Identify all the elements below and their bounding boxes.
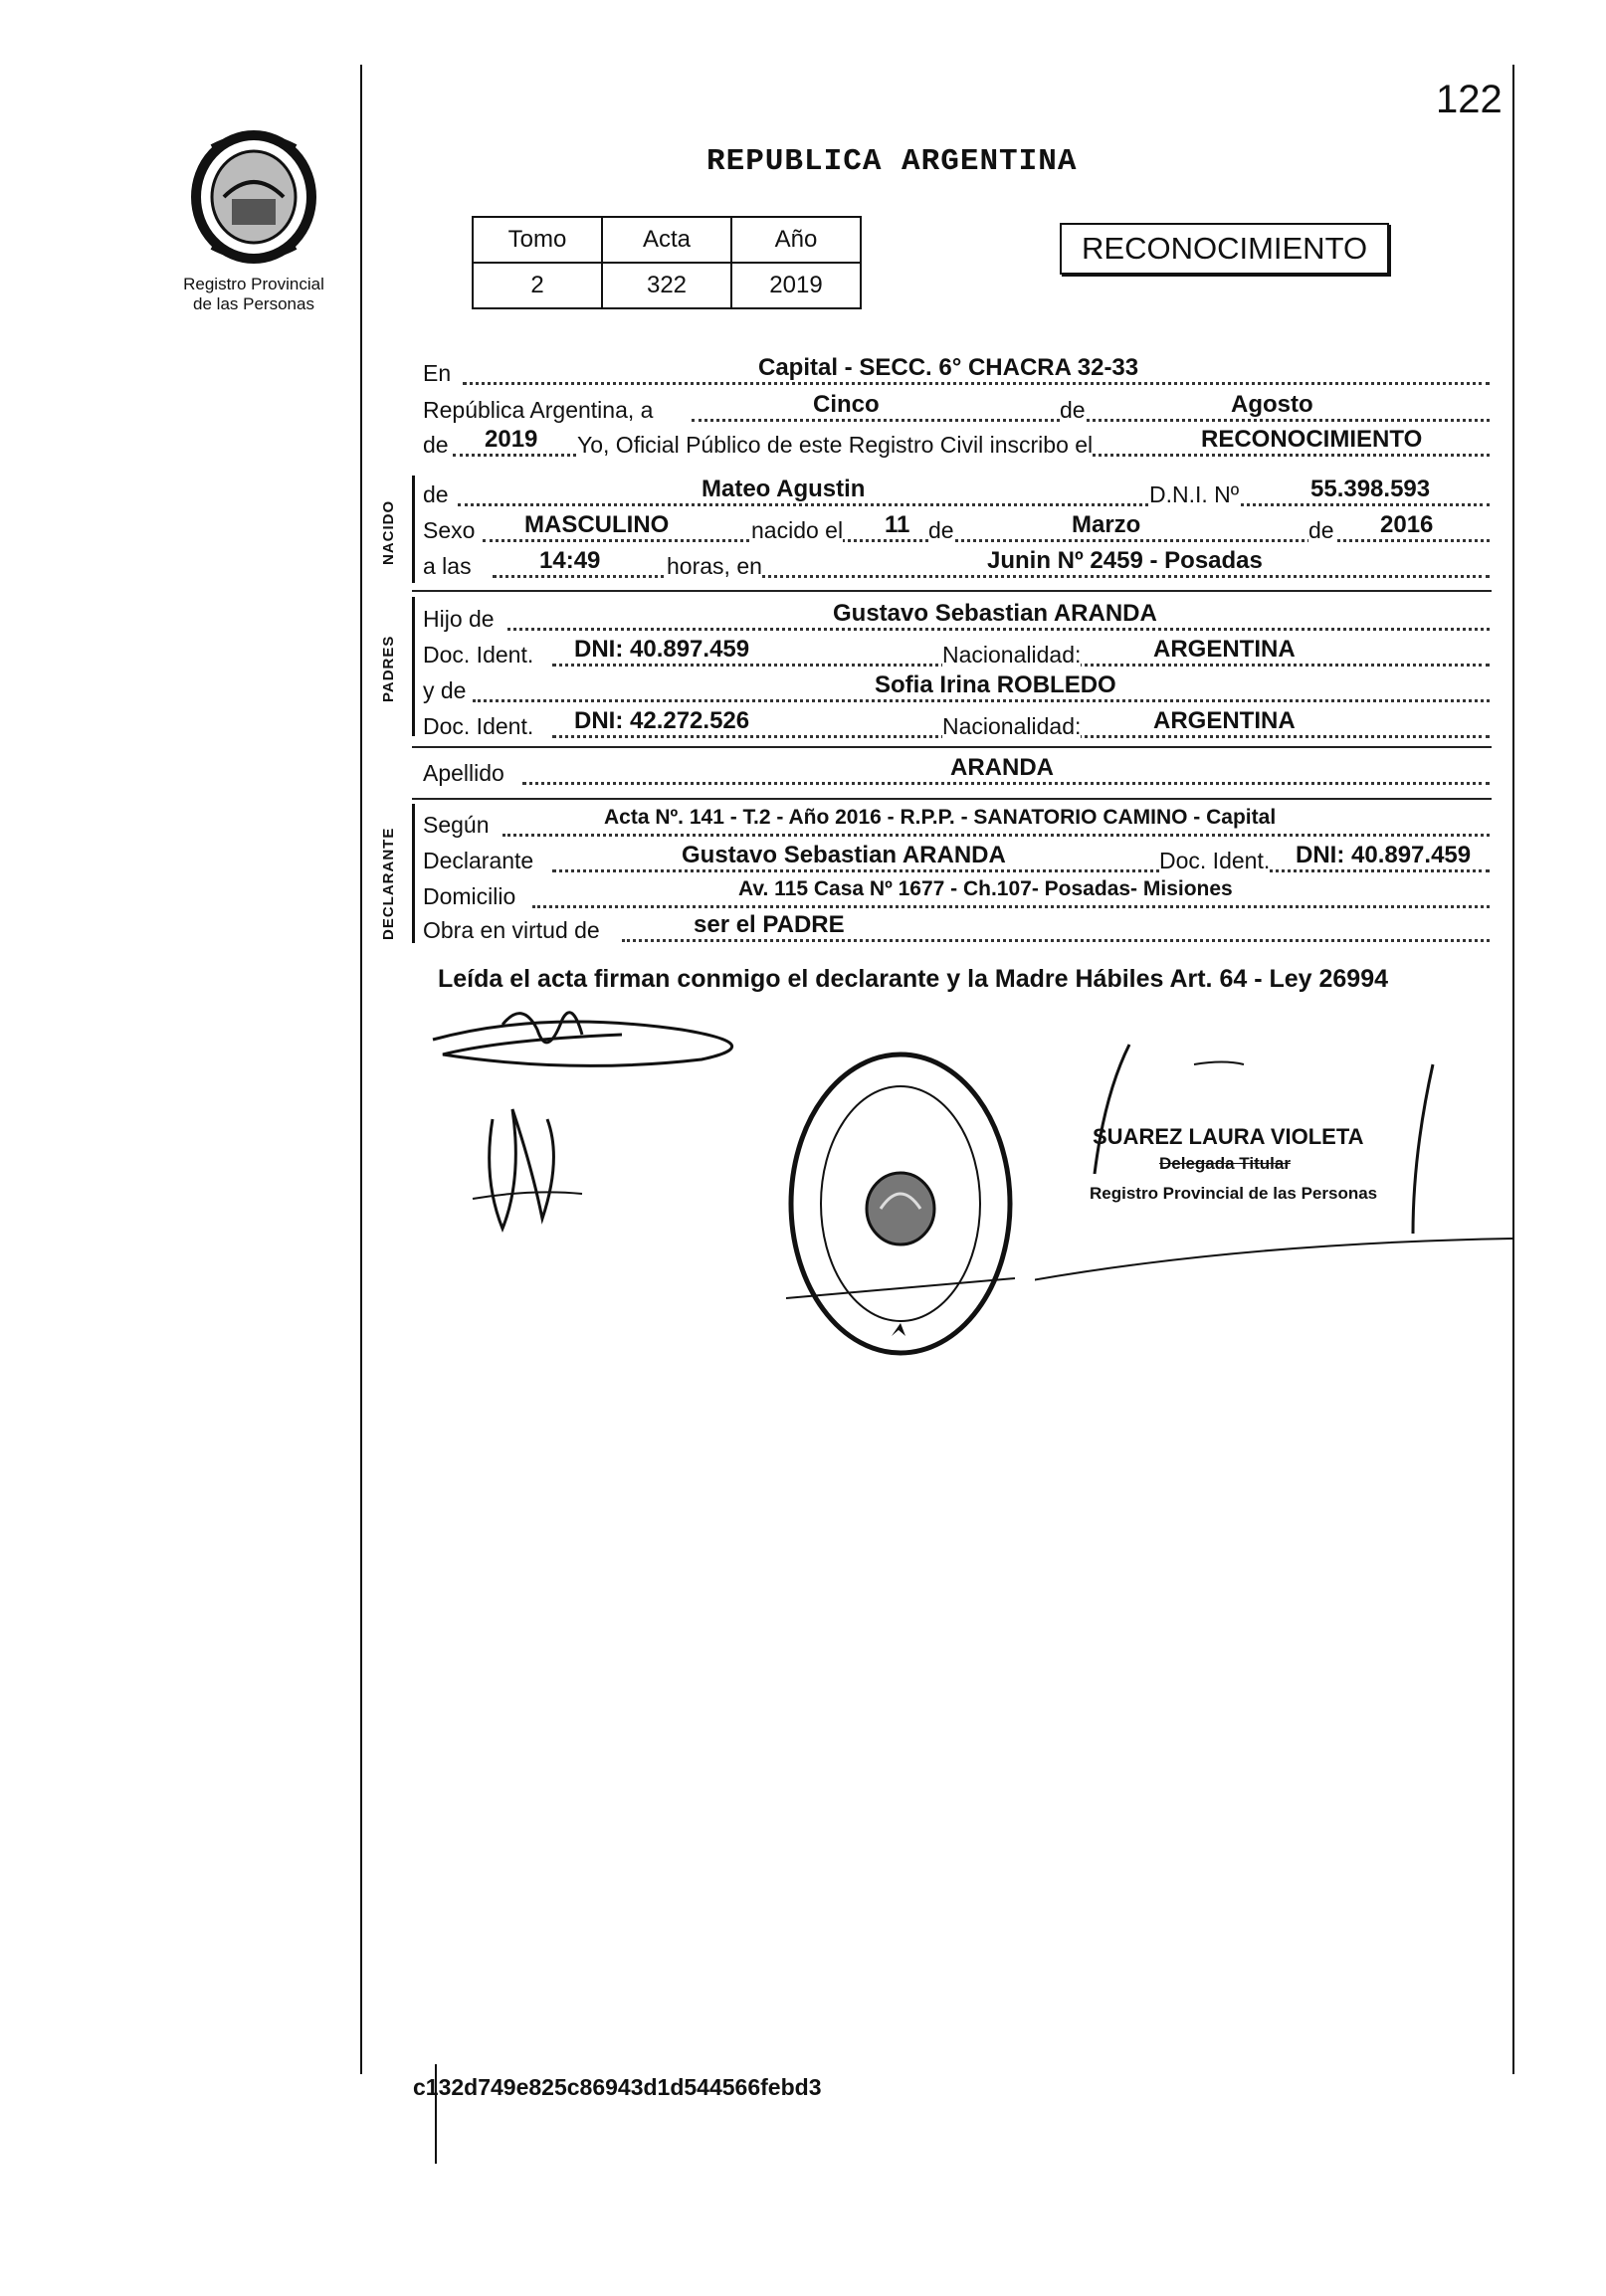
segun-label: Según <box>423 812 490 838</box>
signer-institution: Registro Provincial de las Personas <box>1090 1184 1378 1203</box>
padres-divider <box>412 746 1492 748</box>
child-dni: 55.398.593 <box>1310 476 1431 502</box>
father-nationality: ARGENTINA <box>1153 636 1296 663</box>
oficial-text: Yo, Oficial Público de este Registro Civil inscribo el <box>577 432 1094 458</box>
republica-label: República Argentina, a <box>423 397 654 423</box>
de-label-3: de <box>1308 517 1334 543</box>
apellido-label: Apellido <box>423 760 504 786</box>
padres-bracket <box>412 597 415 736</box>
father-name: Gustavo Sebastian ARANDA <box>833 600 1157 627</box>
record-type-box: RECONOCIMIENTO <box>1060 223 1389 275</box>
row-segun <box>423 808 1490 842</box>
row-republica <box>423 393 1490 427</box>
registry-label <box>159 275 348 314</box>
sexo-value: MASCULINO <box>524 511 670 538</box>
apellido-divider <box>412 798 1492 800</box>
page-number: 122 <box>1436 78 1503 121</box>
day-value: Cinco <box>813 391 880 418</box>
row-en <box>423 356 1490 390</box>
en-value: Capital - SECC. 6° CHACRA 32-33 <box>758 354 1139 381</box>
mother-name: Sofia Irina ROBLEDO <box>875 671 1116 698</box>
signer-name: SUAREZ LAURA VIOLETA <box>1093 1124 1364 1149</box>
row-year <box>423 428 1490 462</box>
row-sexo <box>423 513 1490 547</box>
province-seal-logo <box>184 127 323 272</box>
segun-value: Acta Nº. 141 - T.2 - Año 2016 - R.P.P. - SANATORIO CAMINO - Capital <box>604 806 1277 829</box>
father-doc: DNI: 40.897.459 <box>574 636 750 663</box>
obra-value: ser el PADRE <box>694 911 845 938</box>
hijo-label: Hijo de <box>423 606 495 632</box>
declarante-doc-label: Doc. Ident. <box>1159 848 1271 873</box>
domicilio-value: Av. 115 Casa Nº 1677 - Ch.107- Posadas- Misiones <box>738 877 1233 900</box>
record-table <box>472 216 862 309</box>
declarante-label: Declarante <box>423 848 534 873</box>
birth-year: 2016 <box>1380 511 1434 538</box>
nacido-el-label: nacido el <box>751 517 844 543</box>
mother-nat-label: Nacionalidad: <box>942 713 1082 739</box>
registry-line-1: Registro Provincial <box>183 275 324 293</box>
row-hijo <box>423 602 1490 636</box>
declarant-signature <box>423 1000 781 1253</box>
sexo-label: Sexo <box>423 517 476 543</box>
row-domicilio <box>423 879 1490 913</box>
declarante-bracket <box>412 804 415 943</box>
official-stamp <box>786 1050 1015 1363</box>
nacido-bracket <box>412 476 415 583</box>
declarante-value: Gustavo Sebastian ARANDA <box>682 842 1006 868</box>
father-nat-label: Nacionalidad: <box>942 642 1082 668</box>
de-label: de <box>1060 397 1086 423</box>
birth-hour: 14:49 <box>539 547 601 574</box>
anio-header: Año <box>731 217 861 263</box>
acta-value: 322 <box>602 263 731 308</box>
tomo-header: Tomo <box>473 217 602 263</box>
row-obra <box>423 913 1490 947</box>
mother-doc: DNI: 42.272.526 <box>574 707 750 734</box>
apellido-value: ARANDA <box>950 754 1054 781</box>
obra-label: Obra en virtud de <box>423 917 600 943</box>
registry-line-2: de las Personas <box>193 294 314 313</box>
signer-role: Delegada Titular <box>1159 1154 1291 1173</box>
left-margin-line <box>360 65 362 2074</box>
year-value: 2019 <box>485 426 538 453</box>
domicilio-label: Domicilio <box>423 883 516 909</box>
row-father-doc <box>423 638 1490 671</box>
month-value: Agosto <box>1231 391 1313 418</box>
yde-label: y de <box>423 677 467 703</box>
mother-nationality: ARGENTINA <box>1153 707 1296 734</box>
padres-section-label: PADRES <box>380 635 397 702</box>
page-title: REPUBLICA ARGENTINA <box>706 144 1078 179</box>
acta-header: Acta <box>602 217 731 263</box>
child-name: Mateo Agustin <box>702 476 866 502</box>
closing-statement: Leída el acta firman conmigo el declarante y la Madre Hábiles Art. 64 - Ley 26994 <box>438 965 1389 993</box>
mother-doc-label: Doc. Ident. <box>423 713 534 739</box>
row-mother-doc <box>423 709 1490 743</box>
father-doc-label: Doc. Ident. <box>423 642 534 668</box>
document-hash: c132d749e825c86943d1d544566febd3 <box>413 2074 822 2100</box>
birth-month: Marzo <box>1072 511 1141 538</box>
nacido-section-label: NACIDO <box>380 499 397 565</box>
row-declarante <box>423 844 1490 877</box>
anio-value: 2019 <box>731 263 861 308</box>
en-label: En <box>423 360 452 386</box>
birth-day: 11 <box>885 511 910 538</box>
declarante-section-label: DECLARANTE <box>380 827 397 940</box>
horas-label: horas, en <box>667 553 762 579</box>
row-nacido-name <box>423 478 1490 511</box>
declarante-doc: DNI: 40.897.459 <box>1296 842 1472 868</box>
nacido-divider <box>412 590 1492 592</box>
tomo-value: 2 <box>473 263 602 308</box>
nacido-de-label: de <box>423 481 449 507</box>
right-margin-line <box>1512 65 1514 2074</box>
alas-label: a las <box>423 553 472 579</box>
row-apellido <box>423 756 1490 790</box>
de-label-2: de <box>928 517 954 543</box>
act-value: RECONOCIMIENTO <box>1201 426 1423 453</box>
row-yde <box>423 673 1490 707</box>
row-hour <box>423 549 1490 583</box>
year-label: de <box>423 432 449 458</box>
birth-place: Junin Nº 2459 - Posadas <box>987 547 1263 574</box>
dni-label: D.N.I. Nº <box>1149 481 1240 507</box>
